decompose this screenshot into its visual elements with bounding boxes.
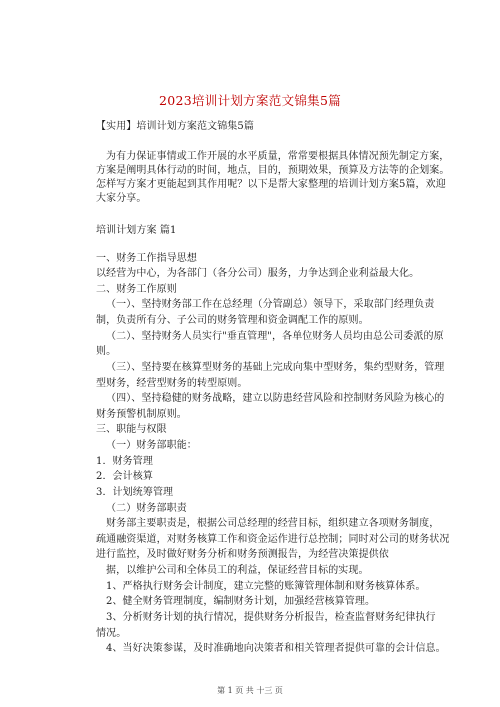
body-line: 二、财务工作原则 — [96, 284, 177, 295]
intro-line-2: 方案是阐明具体行动的时间，地点，目的，预期效果，预算及方法等的企划案。 — [96, 165, 450, 176]
body-line: 制，负责所有分、子公司的财务管理和资金调配工作的原则。 — [96, 315, 369, 326]
body-line: 进行监控，及时做好财务分析和财务预测报告，为经营决策提供依 — [96, 549, 389, 560]
body-line: 4、当好决策参谋，及时准确地向决策者和相关管理者提供可靠的会计信息。 — [106, 643, 446, 654]
intro-line-4: 大家分享。 — [96, 193, 147, 204]
body-line: 情况。 — [96, 628, 127, 639]
body-line: 疏通融资渠道，对财务核算工作和资金运作进行总控制；同时对公司的财务状况 — [96, 534, 450, 545]
body-line: （二）财务部职责 — [106, 503, 187, 514]
document-title: 2023培训计划方案范文锦集5篇 — [158, 93, 342, 108]
intro-line-3: 怎样写方案才更能起到其作用呢？以下是帮大家整理的培训计划方案5篇，欢迎 — [96, 179, 446, 190]
body-line: 1、严格执行财务会计制度，建立完整的账簿管理体制和财务核算体系。 — [106, 581, 426, 592]
body-line: 以经营为中心，为各部门（各分公司）服务，力争达到企业利益最大化。 — [96, 268, 420, 279]
body-line: （一）、坚持财务部工作在总经理（分管副总）领导下，采取部门经理负责 — [106, 299, 435, 310]
body-line: 3、分析财务计划的执行情况，提供财务分析报告，检查监督财务纪律执行 — [106, 612, 436, 623]
document-subtitle: 【实用】培训计划方案范文锦集5篇 — [96, 121, 254, 132]
body-line: （四）、坚持稳健的财务战略，建立以防患经营风险和控制财务风险为核心的 — [106, 393, 445, 404]
body-line: 财务部主要职责是，根据公司总经理的经营目标，组织建立各项财务制度， — [106, 518, 440, 529]
page-footer: 第 1 页 共 十三 页 — [217, 686, 283, 695]
body-line: 1．财务管理 — [96, 456, 153, 467]
body-line: 一、财务工作指导思想 — [96, 253, 197, 264]
body-line: 2、健全财务管理制度，编制财务计划，加强经营核算管理。 — [106, 596, 376, 607]
body-line: 2．会计核算 — [96, 471, 153, 482]
body-line: 据，以维护公司和全体员工的利益，保证经营目标的实现。 — [106, 565, 369, 576]
body-line: （一）财务部职能： — [106, 440, 197, 451]
body-line: 型财务，经营型财务的转型原则。 — [96, 378, 248, 389]
body-line: 则。 — [96, 346, 117, 357]
body-line: 3．计划统筹管理 — [96, 487, 174, 498]
section-heading: 培训计划方案 篇1 — [96, 225, 177, 236]
body-line: （二）、坚持财务人员实行"垂直管理"，各单位财务人员均由总公司委派的原 — [106, 331, 444, 342]
intro-line-1: 为有力保证事情或工作开展的水平质量，常常要根据具体情况预先制定方案， — [106, 151, 450, 162]
body-line: 三、职能与权限 — [96, 424, 167, 435]
body-line: （三）、坚持要在核算型财务的基础上完成向集中型财务，集约型财务，管理 — [106, 362, 445, 373]
body-line: 财务预警机制原则。 — [96, 409, 187, 420]
